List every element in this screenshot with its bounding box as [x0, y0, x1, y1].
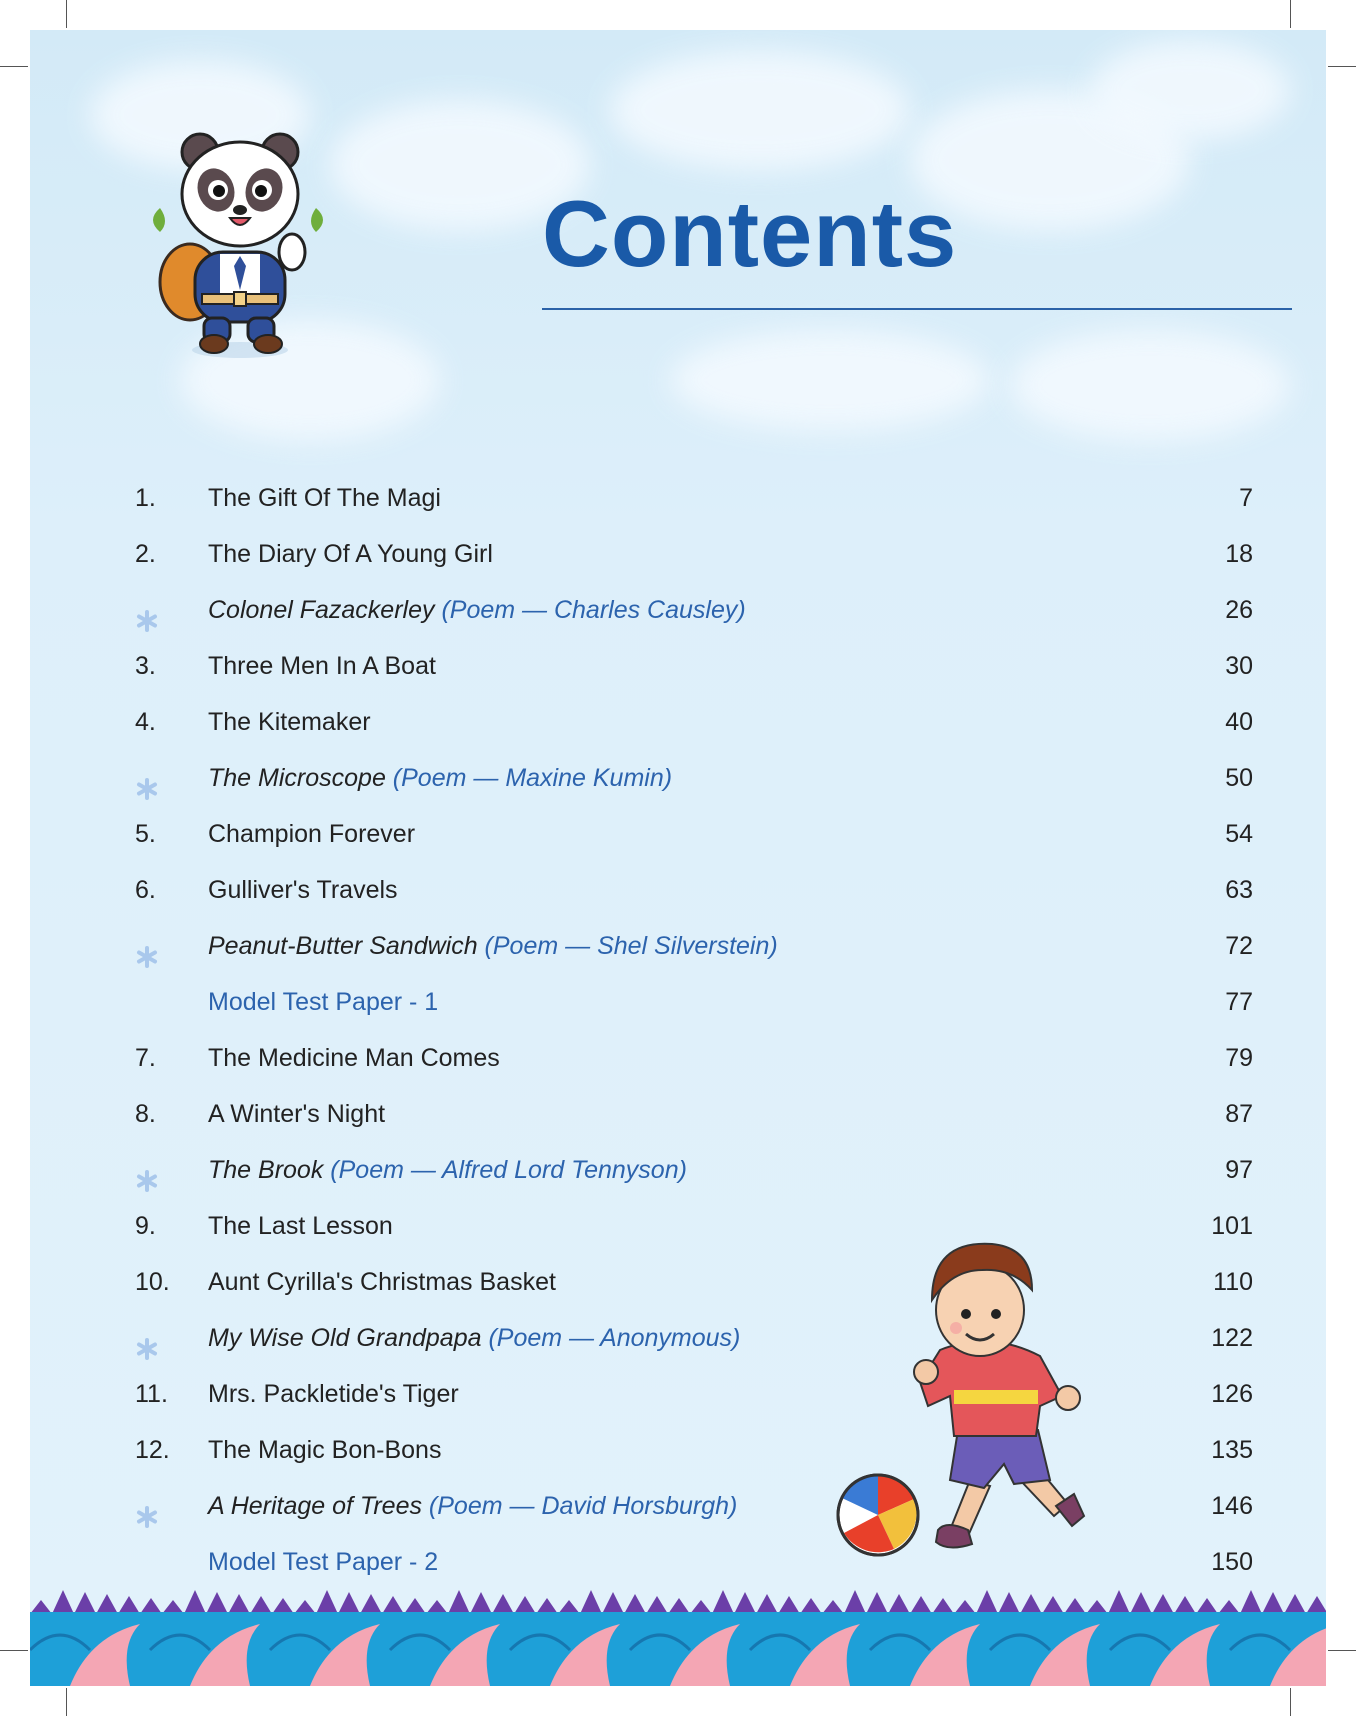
- tree-shape: [74, 1592, 96, 1614]
- toc-credit: (Poem — Maxine Kumin): [385, 764, 673, 792]
- toc-title: The Brook: [208, 1156, 324, 1184]
- tree-shape: [360, 1594, 382, 1614]
- tree-shape: [646, 1596, 668, 1614]
- toc-row: [135, 974, 1253, 1030]
- toc-title: Model Test Paper - 1: [208, 988, 439, 1016]
- toc-page-number: 77: [1225, 988, 1253, 1016]
- crop-mark: [66, 0, 67, 28]
- toc-row: [135, 526, 1253, 582]
- tree-shape: [1130, 1592, 1152, 1614]
- toc-title: A Winter's Night: [208, 1100, 386, 1128]
- toc-page-number: 54: [1225, 820, 1253, 848]
- toc-page-number: 40: [1225, 708, 1253, 736]
- toc-page-number: 135: [1211, 1436, 1253, 1464]
- title-underline: [542, 308, 1292, 310]
- toc-title: Colonel Fazackerley: [208, 596, 435, 624]
- toc-number: 6.: [135, 876, 156, 904]
- tree-shape: [1306, 1596, 1326, 1614]
- toc-page-number: 101: [1211, 1212, 1253, 1240]
- tree-shape: [1042, 1596, 1064, 1614]
- tree-shape: [448, 1590, 470, 1614]
- toc-row: [135, 862, 1253, 918]
- toc-title: Peanut-Butter Sandwich: [208, 932, 478, 960]
- tree-shape: [1196, 1598, 1218, 1614]
- boy-with-ball-icon: [820, 1230, 1100, 1570]
- toc-row: [135, 638, 1253, 694]
- toc-entry: [208, 1086, 385, 1142]
- tree-shape: [800, 1598, 822, 1614]
- asterisk-flower-icon: [135, 765, 159, 789]
- tree-shape: [844, 1590, 866, 1614]
- toc-entry: [208, 694, 371, 750]
- tree-shape: [52, 1590, 74, 1614]
- cloud: [1010, 330, 1290, 440]
- tree-shape: [426, 1600, 448, 1614]
- tree-shape: [558, 1600, 580, 1614]
- toc-credit: (Poem — Charles Causley): [434, 596, 746, 624]
- toc-page-number: 87: [1225, 1100, 1253, 1128]
- toc-row: [135, 750, 1253, 806]
- tree-shape: [1086, 1600, 1108, 1614]
- tree-shape: [1064, 1598, 1086, 1614]
- toc-title: A Heritage of Trees: [208, 1492, 422, 1520]
- toc-page-number: 30: [1225, 652, 1253, 680]
- asterisk-flower-icon: [135, 1493, 159, 1517]
- tree-shape: [316, 1590, 338, 1614]
- tree-shape: [668, 1598, 690, 1614]
- panda-mascot-icon: [140, 122, 340, 362]
- tree-shape: [206, 1592, 228, 1614]
- tree-shape: [492, 1594, 514, 1614]
- toc-entry: [208, 1030, 500, 1086]
- crop-mark: [1290, 0, 1291, 28]
- toc-number: 3.: [135, 652, 156, 680]
- tree-shape: [118, 1596, 140, 1614]
- toc-entry: [208, 1254, 556, 1310]
- tree-shape: [690, 1600, 712, 1614]
- toc-title: Model Test Paper - 2: [208, 1548, 439, 1576]
- tree-shape: [1240, 1590, 1262, 1614]
- tree-shape: [140, 1598, 162, 1614]
- tree-shape: [756, 1594, 778, 1614]
- tree-shape: [998, 1592, 1020, 1614]
- tree-shape: [294, 1600, 316, 1614]
- tree-shape: [712, 1590, 734, 1614]
- toc-row: [135, 806, 1253, 862]
- contents-page: [30, 30, 1326, 1686]
- toc-page-number: 7: [1239, 484, 1253, 512]
- toc-credit: (Poem — Alfred Lord Tennyson): [323, 1156, 687, 1184]
- tree-shape: [272, 1598, 294, 1614]
- tree-shape: [866, 1592, 888, 1614]
- footer-trees-water: [30, 1590, 1326, 1686]
- toc-entry: [208, 1478, 737, 1534]
- toc-row: [135, 582, 1253, 638]
- toc-row: [135, 694, 1253, 750]
- toc-number: 12.: [135, 1436, 170, 1464]
- tree-shape: [96, 1594, 118, 1614]
- tree-shape: [976, 1590, 998, 1614]
- crop-mark: [0, 1650, 28, 1651]
- toc-title: The Diary Of A Young Girl: [208, 540, 493, 568]
- toc-entry: [208, 1534, 438, 1590]
- toc-page-number: 150: [1211, 1548, 1253, 1576]
- toc-credit: (Poem — Anonymous): [481, 1324, 741, 1352]
- tree-shape: [338, 1592, 360, 1614]
- toc-title: My Wise Old Grandpapa: [208, 1324, 482, 1352]
- toc-row: [135, 1142, 1253, 1198]
- tree-shape: [1152, 1594, 1174, 1614]
- toc-row: [135, 918, 1253, 974]
- tree-shape: [1108, 1590, 1130, 1614]
- toc-entry: [208, 806, 415, 862]
- tree-shape: [580, 1590, 602, 1614]
- toc-page-number: 63: [1225, 876, 1253, 904]
- toc-number: 5.: [135, 820, 156, 848]
- crop-mark: [0, 66, 28, 67]
- toc-number: 9.: [135, 1212, 156, 1240]
- toc-page-number: 146: [1211, 1492, 1253, 1520]
- toc-number: 2.: [135, 540, 156, 568]
- toc-title: Champion Forever: [208, 820, 416, 848]
- toc-entry: [208, 470, 441, 526]
- tree-shape: [514, 1596, 536, 1614]
- tree-shape: [932, 1598, 954, 1614]
- toc-page-number: 126: [1211, 1380, 1253, 1408]
- toc-number: 4.: [135, 708, 156, 736]
- toc-number: 7.: [135, 1044, 156, 1072]
- tree-shape: [536, 1598, 558, 1614]
- toc-title: The Kitemaker: [208, 708, 371, 736]
- toc-title: The Microscope: [208, 764, 386, 792]
- toc-entry: [208, 1142, 687, 1198]
- toc-entry: [208, 526, 493, 582]
- toc-number: 8.: [135, 1100, 156, 1128]
- toc-page-number: 26: [1225, 596, 1253, 624]
- toc-entry: [208, 918, 778, 974]
- tree-shape: [382, 1596, 404, 1614]
- toc-entry: [208, 1310, 740, 1366]
- page-title: Contents: [542, 181, 958, 286]
- tree-shape: [822, 1600, 844, 1614]
- tree-shape: [1262, 1592, 1284, 1614]
- toc-entry: [208, 1366, 459, 1422]
- tree-shape: [30, 1600, 52, 1614]
- tree-shape: [624, 1594, 646, 1614]
- toc-page-number: 110: [1213, 1268, 1253, 1296]
- toc-credit: (Poem — David Horsburgh): [421, 1492, 738, 1520]
- toc-row: [135, 1030, 1253, 1086]
- toc-title: Gulliver's Travels: [208, 876, 398, 904]
- toc-title: Three Men In A Boat: [208, 652, 436, 680]
- tree-shape: [228, 1594, 250, 1614]
- tree-shape: [184, 1590, 206, 1614]
- toc-page-number: 122: [1211, 1324, 1253, 1352]
- toc-entry: [208, 582, 746, 638]
- tree-shape: [162, 1600, 184, 1614]
- tree-shape: [910, 1596, 932, 1614]
- toc-number: 10.: [135, 1268, 170, 1296]
- cloud: [610, 50, 910, 170]
- tree-shape: [404, 1598, 426, 1614]
- tree-shape: [1020, 1594, 1042, 1614]
- toc-title: Mrs. Packletide's Tiger: [208, 1380, 459, 1408]
- crop-mark: [1328, 66, 1356, 67]
- crop-mark: [1290, 1688, 1291, 1716]
- toc-entry: [208, 1198, 393, 1254]
- toc-page-number: 79: [1225, 1044, 1253, 1072]
- asterisk-flower-icon: [135, 597, 159, 621]
- toc-entry: [208, 862, 398, 918]
- tree-shape: [470, 1592, 492, 1614]
- cloud: [1090, 40, 1290, 140]
- tree-shape: [1218, 1600, 1240, 1614]
- asterisk-flower-icon: [135, 933, 159, 957]
- toc-title: The Gift Of The Magi: [208, 484, 441, 512]
- toc-title: The Medicine Man Comes: [208, 1044, 500, 1072]
- asterisk-flower-icon: [135, 1157, 159, 1181]
- tree-shape: [778, 1596, 800, 1614]
- tree-shape: [250, 1596, 272, 1614]
- tree-shape: [1174, 1596, 1196, 1614]
- toc-entry: [208, 638, 436, 694]
- crop-mark: [66, 1688, 67, 1716]
- toc-page-number: 50: [1225, 764, 1253, 792]
- toc-row: [135, 470, 1253, 526]
- toc-title: The Magic Bon-Bons: [208, 1436, 442, 1464]
- toc-title: The Last Lesson: [208, 1212, 393, 1240]
- asterisk-flower-icon: [135, 1325, 159, 1349]
- tree-shape: [888, 1594, 910, 1614]
- tree-shape: [954, 1600, 976, 1614]
- tree-shape: [602, 1592, 624, 1614]
- toc-number: 1.: [135, 484, 156, 512]
- cloud: [670, 330, 990, 430]
- toc-page-number: 18: [1225, 540, 1253, 568]
- toc-entry: [208, 974, 438, 1030]
- toc-page-number: 72: [1225, 932, 1253, 960]
- toc-page-number: 97: [1225, 1156, 1253, 1184]
- tree-shape: [734, 1592, 756, 1614]
- toc-title: Aunt Cyrilla's Christmas Basket: [208, 1268, 556, 1296]
- toc-entry: [208, 750, 672, 806]
- crop-mark: [1328, 1650, 1356, 1651]
- tree-shape: [1284, 1594, 1306, 1614]
- toc-entry: [208, 1422, 441, 1478]
- toc-credit: (Poem — Shel Silverstein): [477, 932, 778, 960]
- toc-row: [135, 1086, 1253, 1142]
- toc-number: 11.: [135, 1380, 168, 1408]
